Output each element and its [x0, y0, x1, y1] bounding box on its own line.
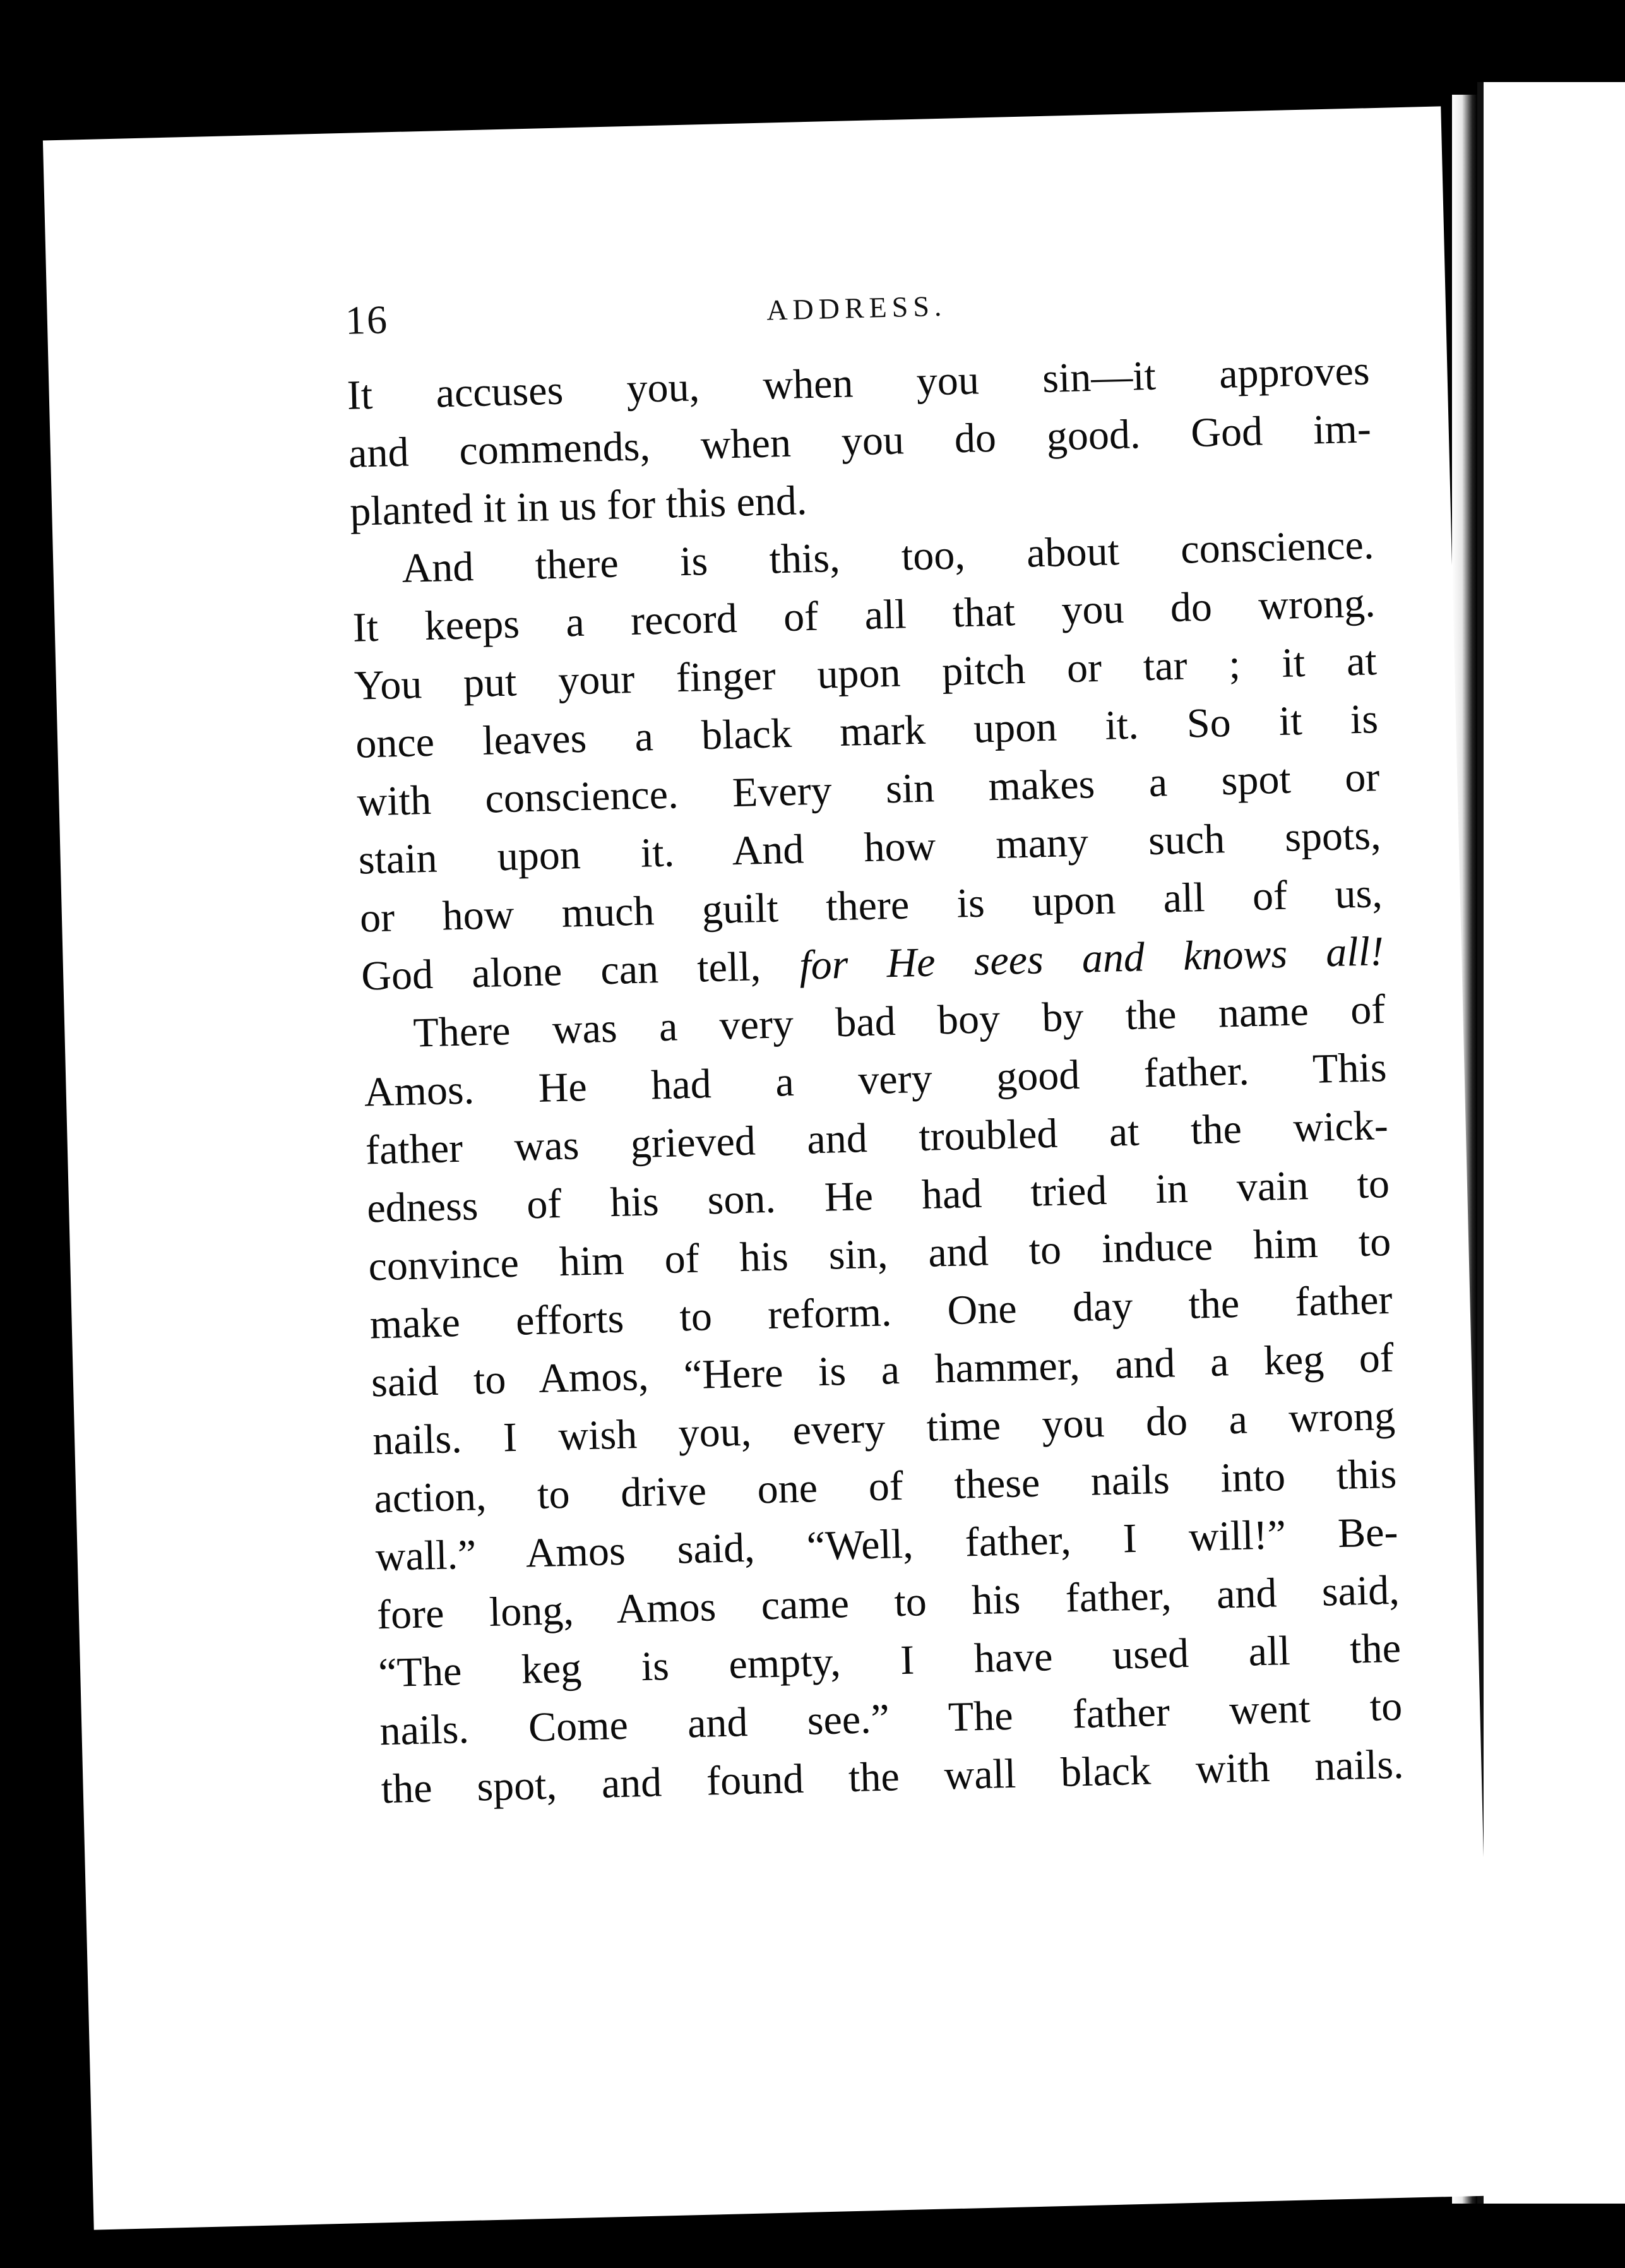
text-line: planted it in us for this end.	[349, 477, 808, 535]
text-line: You put your finger upon pitch or tar ; it at	[354, 638, 1378, 709]
text-line: father was grieved and troubled at the wick-	[365, 1102, 1389, 1174]
text-line: the spot, and found the wall black with nails.	[380, 1741, 1405, 1813]
italic-emphasis: for He sees and knows all!	[799, 928, 1384, 989]
paragraph-first-line: And there is this, too, about conscience.	[401, 522, 1375, 592]
running-head: ADDRESS.	[766, 289, 947, 326]
text-line: convince him of his sin, and to induce him to	[367, 1218, 1392, 1290]
text-line: nails. I wish you, every time you do a wrong	[372, 1392, 1396, 1464]
text-line: wall.” Amos said, “Well, father, I will!” Be-	[374, 1508, 1399, 1580]
text-line: fore long, Amos came to his father, and said,	[376, 1567, 1400, 1638]
paragraph-first-line: There was a very bad boy by the name of	[412, 986, 1386, 1056]
text-line: edness of his son. He had tried in vain to	[366, 1160, 1390, 1232]
adjacent-page-edge	[1477, 82, 1625, 2204]
text-segment: God alone can tell,	[360, 942, 801, 1000]
text-line: action, to drive one of these nails into this	[373, 1450, 1398, 1522]
text-line: or how much guilt there is upon all of us,	[359, 870, 1383, 941]
page-number: 16	[345, 297, 389, 343]
text-line: with conscience. Every sin makes a spot or	[356, 754, 1381, 825]
book-page	[43, 106, 1492, 2229]
text-line: said to Amos, “Here is a hammer, and a keg of	[371, 1334, 1395, 1406]
body-text	[347, 342, 1405, 1818]
text-line: It keeps a record of all that you do wrong.	[352, 580, 1376, 651]
text-line: and commends, when you do good. God im-	[348, 405, 1372, 477]
text-line: nails. Come and see.” The father went to	[379, 1683, 1403, 1755]
text-line: stain upon it. And how many such spots,	[357, 812, 1382, 883]
text-line: make efforts to reform. One day the father	[369, 1276, 1393, 1348]
text-line: It accuses you, when you sin—it approves	[347, 347, 1371, 419]
text-line: once leaves a black mark upon it. So it is	[355, 696, 1379, 767]
text-line: Amos. He had a very good father. This	[363, 1044, 1388, 1116]
text-line: “The keg is empty, I have used all the	[378, 1625, 1402, 1697]
